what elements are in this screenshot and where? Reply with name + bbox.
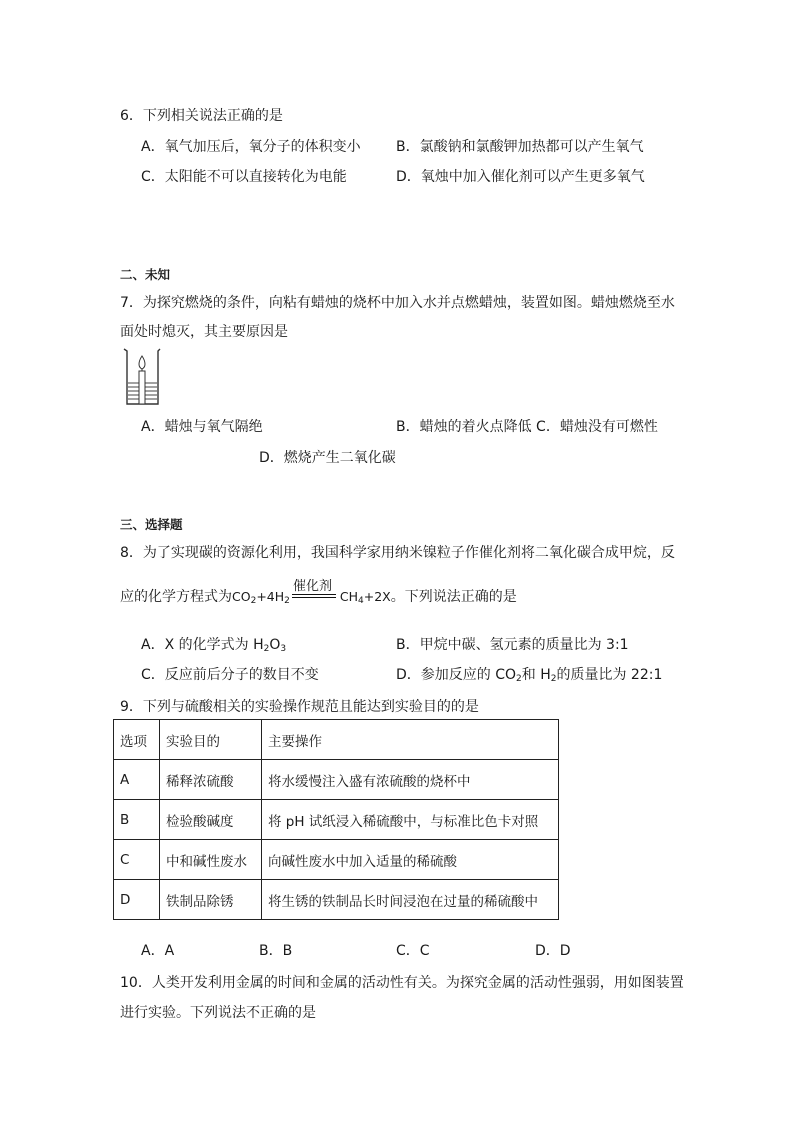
equation-lhs-co2 [232,589,290,604]
table-row [114,840,559,880]
q8-option-a-text: A．X 的化学式为 H [141,637,264,653]
table-header-cell: 选项 [114,720,160,760]
equation-ch: CH [339,589,359,604]
equation-double-line [292,594,336,598]
table-cell: D [114,880,160,920]
table-row [114,760,559,800]
table-cell: C [114,840,160,880]
q8-option-b: B．甲烷中碳、氢元素的质量比为 3:1 [396,637,629,653]
equation-plus-h: +4H [256,589,285,604]
table-cell: B [114,800,160,840]
q8-option-d-text: D．参加反应的 CO [396,667,517,683]
equation-plus-2x: +2X [363,589,391,604]
section-title-unknown: 二、未知 [120,267,171,282]
q8-option-d-sub2: 2 [550,674,557,684]
q8-option-a [141,634,286,654]
q8-option-c: C．反应前后分子的数目不变 [141,667,319,683]
q9-option-b: B．B [259,943,293,959]
table-cell: 铁制品除锈 [160,880,262,920]
table-cell: 将生锈的铁制品长时间浸泡在过量的稀硫酸中 [262,880,559,920]
section-title-multiple-choice: 三、选择题 [120,517,183,532]
q7-stem-line2: 面处时熄灭，其主要原因是 [120,324,288,340]
table-header-row [114,720,559,760]
q6-option-a: A．氧气加压后，氧分子的体积变小 [141,139,361,155]
q6-option-d: D．氧烛中加入催化剂可以产生更多氧气 [396,169,645,185]
q7-stem-line1: 7．为探究燃烧的条件，向粘有蜡烛的烧杯中加入水并点燃蜡烛，装置如图。蜡烛燃烧至水 [120,295,675,311]
q8-stem-line1: 8．为了实现碳的资源化利用，我国科学家用纳米镍粒子作催化剂将二氧化碳合成甲烷，反 [120,545,675,561]
q8-option-a-o: O [269,637,281,653]
q9-operations-table [113,719,559,920]
equation-co: CO [232,589,251,604]
table-header-cell: 实验目的 [160,720,262,760]
q6-option-b: B．氯酸钠和氯酸钾加热都可以产生氧气 [396,139,644,155]
q8-option-d-mid: 和 H [521,667,551,683]
equation-h-sub: 2 [284,596,290,606]
q10-stem-line2: 进行实验。下列说法不正确的是 [120,1005,316,1021]
table-row [114,800,559,840]
q8-stem-suffix: 。下列说法正确的是 [390,589,517,605]
q7-option-d: D．燃烧产生二氧化碳 [259,450,396,466]
table-cell: A [114,760,160,800]
q8-option-d-sub1: 2 [516,674,522,684]
q9-option-d: D．D [535,943,571,959]
equation-co-sub: 2 [250,596,257,606]
q8-option-d-post: 的质量比为 22:1 [556,667,663,683]
table-cell: 检验酸碱度 [160,800,262,840]
q8-option-a-sub2: 3 [280,644,287,654]
q8-option-a-sub1: 2 [263,644,270,654]
q9-stem: 9．下列与硫酸相关的实验操作规范且能达到实验目的的是 [120,699,479,715]
q9-option-a: A．A [141,943,175,959]
equation-ch-sub: 4 [358,596,364,606]
q7-option-bc: B．蜡烛的着火点降低 C．蜡烛没有可燃性 [396,419,658,435]
q6-option-c: C．太阳能不可以直接转化为电能 [141,169,347,185]
q9-option-c: C．C [396,943,430,959]
table-cell: 中和碱性废水 [160,840,262,880]
table-row [114,880,559,920]
table-cell: 稀释浓硫酸 [160,760,262,800]
table-cell: 将水缓慢注入盛有浓硫酸的烧杯中 [262,760,559,800]
equation-rhs [340,589,391,604]
table-cell: 将 pH 试纸浸入稀硫酸中，与标准比色卡对照 [262,800,559,840]
q7-option-a: A．蜡烛与氧气隔绝 [141,419,263,435]
q8-stem-prefix: 应的化学方程式为 [120,589,232,605]
table-cell: 向碱性废水中加入适量的稀硫酸 [262,840,559,880]
equation-catalyst-label: 催化剂 [293,579,333,594]
q10-stem-line1: 10．人类开发利用金属的时间和金属的活动性有关。为探究金属的活动性强弱，用如图装置 [120,975,684,991]
beaker-candle-icon [122,347,162,407]
table-header-cell: 主要操作 [262,720,559,760]
q6-stem: 6．下列相关说法正确的是 [120,108,283,124]
q8-option-d [396,664,662,684]
